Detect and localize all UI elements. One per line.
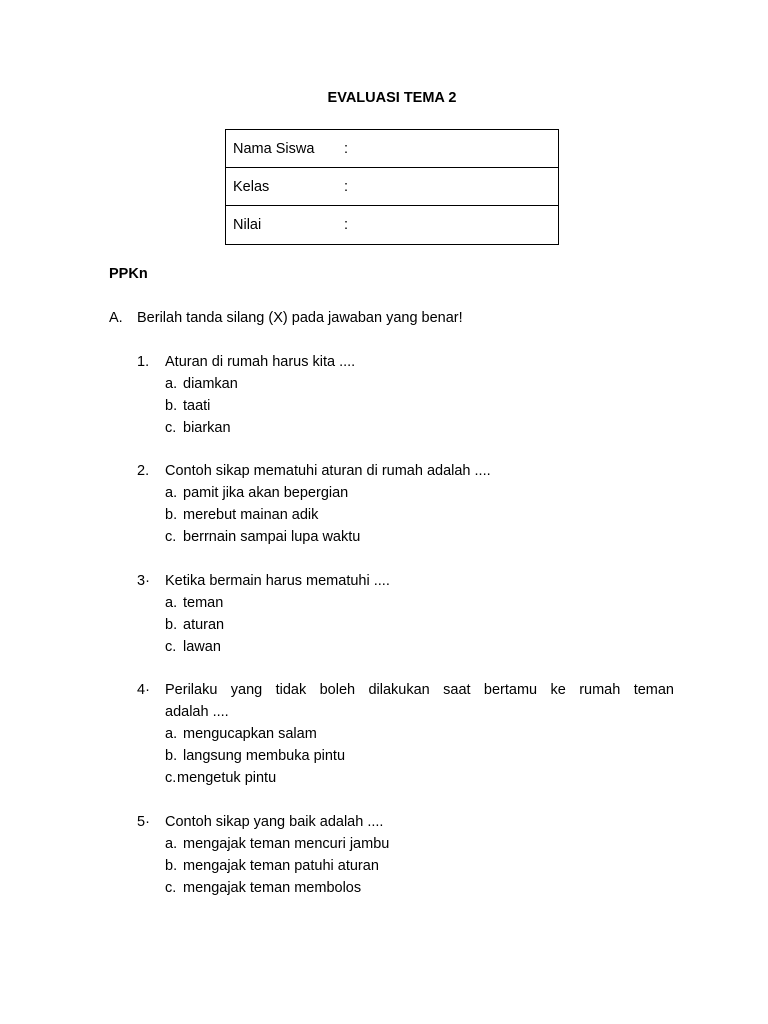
option [137, 745, 674, 767]
question-number: 1. [137, 354, 150, 370]
instruction-text: Berilah tanda silang (X) pada jawaban yang benar! [137, 310, 463, 326]
option-letter: c. [165, 880, 177, 896]
option-text: mengetuk pintu [177, 770, 277, 786]
identity-label: Kelas [233, 178, 270, 195]
option-letter: c. [165, 639, 177, 655]
option [137, 592, 674, 614]
question-2 [137, 460, 674, 548]
option-letter: a. [165, 726, 178, 742]
option-letter: c. [165, 770, 177, 786]
identity-label: Nama Siswa [233, 140, 315, 157]
question-text-continued: adalah .... [165, 704, 229, 720]
option [137, 614, 674, 636]
question-5 [137, 811, 674, 899]
option [137, 877, 674, 899]
identity-row-class [226, 168, 558, 206]
option-letter: a. [165, 485, 178, 501]
option-text: taati [183, 398, 211, 414]
option-text: teman [183, 595, 224, 611]
section-heading: PPKn [109, 266, 148, 282]
option-text: berrnain sampai lupa waktu [183, 529, 361, 545]
question-number: 5· [137, 814, 150, 830]
question-number: 2. [137, 463, 150, 479]
question-1 [137, 351, 674, 439]
option-text: merebut mainan adik [183, 507, 319, 523]
option [137, 767, 674, 789]
question-4 [137, 679, 674, 789]
identity-row-score [226, 206, 558, 244]
student-identity-table [225, 129, 559, 245]
option-text: mengajak teman membolos [183, 880, 362, 896]
option-text: pamit jika akan bepergian [183, 485, 349, 501]
option [137, 636, 674, 658]
option-letter: b. [165, 398, 178, 414]
option [137, 526, 674, 548]
option-text: mengajak teman patuhi aturan [183, 858, 379, 874]
instruction [109, 310, 463, 326]
option-letter: b. [165, 858, 178, 874]
identity-row-name [226, 130, 558, 168]
option-letter: b. [165, 507, 178, 523]
identity-colon: : [344, 217, 349, 233]
question-number: 4· [137, 682, 150, 698]
option-text: mengucapkan salam [183, 726, 317, 742]
question-number: 3· [137, 573, 150, 589]
option [137, 855, 674, 877]
option-text: aturan [183, 617, 225, 633]
option-text: diamkan [183, 376, 238, 392]
option [137, 482, 674, 504]
option [137, 723, 674, 745]
option [137, 373, 674, 395]
option-letter: b. [165, 748, 178, 764]
question-text: Contoh sikap mematuhi aturan di rumah adalah .... [165, 463, 491, 479]
instruction-letter: A. [109, 310, 123, 326]
question-text: Ketika bermain harus mematuhi .... [165, 573, 390, 589]
option-letter: a. [165, 376, 178, 392]
option-text: lawan [183, 639, 221, 655]
question-3 [137, 570, 674, 658]
question-text: Perilaku yang tidak boleh dilakukan saat bertamu ke rumah teman [165, 682, 674, 698]
option-letter: c. [165, 529, 177, 545]
option-text: biarkan [183, 420, 231, 436]
option-letter: c. [165, 420, 177, 436]
identity-colon: : [344, 140, 349, 157]
option-letter: a. [165, 836, 178, 852]
option-text: mengajak teman mencuri jambu [183, 836, 390, 852]
option [137, 395, 674, 417]
option-text: langsung membuka pintu [183, 748, 346, 764]
identity-label: Nilai [233, 217, 262, 233]
question-text: Contoh sikap yang baik adalah .... [165, 814, 384, 830]
identity-colon: : [344, 178, 349, 195]
option [137, 833, 674, 855]
page-title: EVALUASI TEMA 2 [327, 90, 457, 106]
option-letter: b. [165, 617, 178, 633]
option-letter: a. [165, 595, 178, 611]
option [137, 504, 674, 526]
option [137, 417, 674, 439]
question-text: Aturan di rumah harus kita .... [165, 354, 356, 370]
